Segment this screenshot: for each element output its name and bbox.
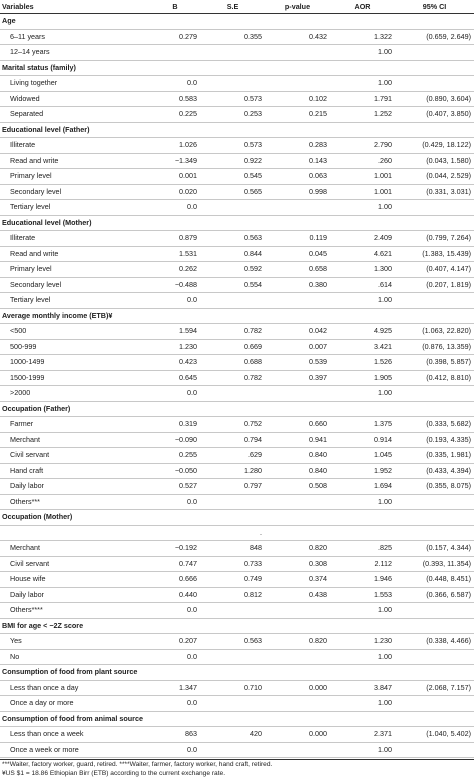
table-row (0, 649, 474, 665)
se-cell: 0.812 (200, 587, 265, 603)
table-row (0, 277, 474, 293)
ci-cell: (0.407, 4.147) (395, 262, 474, 278)
aor-cell: 1.553 (330, 587, 395, 603)
table-row (0, 246, 474, 262)
ci-cell (395, 742, 474, 758)
se-cell: 0.669 (200, 339, 265, 355)
row-label: Read and write (0, 153, 150, 169)
section-header (0, 308, 474, 324)
b-cell: 0.440 (150, 587, 200, 603)
ci-cell: (0.207, 1.819) (395, 277, 474, 293)
p-value-cell: 0.941 (265, 432, 330, 448)
aor-cell: .260 (330, 153, 395, 169)
row-label: No (0, 649, 150, 665)
b-cell (150, 45, 200, 61)
ci-cell: (0.429, 18.122) (395, 138, 474, 154)
p-value-cell (265, 696, 330, 712)
section-header (0, 618, 474, 634)
p-value-cell (265, 45, 330, 61)
b-cell: 1.347 (150, 680, 200, 696)
table-row (0, 742, 474, 758)
ci-cell: (0.407, 3.850) (395, 107, 474, 123)
ci-cell: (1.383, 15.439) (395, 246, 474, 262)
b-cell: 0.879 (150, 231, 200, 247)
aor-cell: 1.00 (330, 696, 395, 712)
b-cell: 0.666 (150, 572, 200, 588)
p-value-cell: 0.143 (265, 153, 330, 169)
table-header (0, 0, 474, 14)
p-value-cell: 0.998 (265, 184, 330, 200)
table-row (0, 262, 474, 278)
p-value-cell: 0.380 (265, 277, 330, 293)
p-value-cell: 0.508 (265, 479, 330, 495)
footnote-exchange-rate: ¥US $1 = 18.86 Ethiopian Birr (ETB) according to the current exchange rate. (2, 770, 226, 777)
p-value-cell (265, 603, 330, 619)
se-cell: 0.565 (200, 184, 265, 200)
row-label: Farmer (0, 417, 150, 433)
se-cell: 0.554 (200, 277, 265, 293)
aor-cell: 1.791 (330, 91, 395, 107)
se-cell: 0.355 (200, 29, 265, 45)
table-row (0, 29, 474, 45)
aor-cell: 3.847 (330, 680, 395, 696)
se-cell: 420 (200, 727, 265, 743)
aor-cell: 1.00 (330, 649, 395, 665)
aor-cell: 1.694 (330, 479, 395, 495)
se-cell: 0.749 (200, 572, 265, 588)
aor-cell: .825 (330, 541, 395, 557)
se-cell (200, 386, 265, 402)
b-cell: 0.0 (150, 293, 200, 309)
row-label (0, 525, 150, 541)
b-cell: 0.0 (150, 696, 200, 712)
ci-cell: (0.355, 8.075) (395, 479, 474, 495)
ci-cell (395, 200, 474, 216)
row-label: Primary level (0, 262, 150, 278)
ci-cell: (0.366, 6.587) (395, 587, 474, 603)
table-row (0, 45, 474, 61)
aor-cell: 4.621 (330, 246, 395, 262)
b-cell: 0.225 (150, 107, 200, 123)
section-header (0, 14, 474, 30)
se-cell (200, 76, 265, 92)
table-row (0, 448, 474, 464)
table-row (0, 634, 474, 650)
aor-cell: 1.905 (330, 370, 395, 386)
b-cell: 0.262 (150, 262, 200, 278)
section-header (0, 510, 474, 526)
row-label: Merchant (0, 541, 150, 557)
ci-cell (395, 696, 474, 712)
se-cell: 0.844 (200, 246, 265, 262)
aor-cell: 4.925 (330, 324, 395, 340)
ci-cell: (1.040, 5.402) (395, 727, 474, 743)
p-value-cell (265, 293, 330, 309)
b-cell: 0.255 (150, 448, 200, 464)
aor-cell: 1.00 (330, 603, 395, 619)
b-cell: −0.192 (150, 541, 200, 557)
se-cell (200, 293, 265, 309)
table-row (0, 370, 474, 386)
aor-cell: 1.946 (330, 572, 395, 588)
table-row (0, 184, 474, 200)
row-label: Read and write (0, 246, 150, 262)
table-row (0, 603, 474, 619)
b-cell: −0.090 (150, 432, 200, 448)
se-cell (200, 649, 265, 665)
table-body (0, 14, 474, 758)
table-row (0, 572, 474, 588)
table-row (0, 680, 474, 696)
b-cell: 0.747 (150, 556, 200, 572)
se-cell: 0.688 (200, 355, 265, 371)
aor-cell: 2.790 (330, 138, 395, 154)
se-cell: 0.563 (200, 231, 265, 247)
ci-cell: (0.193, 4.335) (395, 432, 474, 448)
ci-cell: (0.412, 8.810) (395, 370, 474, 386)
table-row (0, 463, 474, 479)
aor-cell: .614 (330, 277, 395, 293)
p-value-cell (265, 494, 330, 510)
table-row (0, 231, 474, 247)
p-value-cell: 0.283 (265, 138, 330, 154)
se-cell: 0.922 (200, 153, 265, 169)
row-label: 500-999 (0, 339, 150, 355)
aor-cell: 1.322 (330, 29, 395, 45)
aor-cell (330, 525, 395, 541)
table-row (0, 727, 474, 743)
section-title: Average monthly income (ETB)¥ (0, 308, 474, 324)
section-title: Consumption of food from animal source (0, 711, 474, 727)
p-value-cell (265, 76, 330, 92)
row-label: Once a day or more (0, 696, 150, 712)
section-title: Occupation (Mother) (0, 510, 474, 526)
row-label: >2000 (0, 386, 150, 402)
p-value-cell: 0.000 (265, 680, 330, 696)
b-cell: 0.001 (150, 169, 200, 185)
se-cell: 0.797 (200, 479, 265, 495)
ci-cell: (2.068, 7.157) (395, 680, 474, 696)
ci-cell (395, 525, 474, 541)
ci-cell: (0.876, 13.359) (395, 339, 474, 355)
ci-cell: (0.890, 3.604) (395, 91, 474, 107)
ci-cell: (0.393, 11.354) (395, 556, 474, 572)
p-value-cell: 0.658 (265, 262, 330, 278)
ci-cell (395, 45, 474, 61)
aor-cell: 1.252 (330, 107, 395, 123)
section-title: Consumption of food from plant source (0, 665, 474, 681)
table-row (0, 153, 474, 169)
row-label: Primary level (0, 169, 150, 185)
row-label: Living together (0, 76, 150, 92)
row-label: Less than once a week (0, 727, 150, 743)
ci-cell (395, 386, 474, 402)
b-cell: 0.020 (150, 184, 200, 200)
row-label: Civil servant (0, 448, 150, 464)
p-value-cell (265, 200, 330, 216)
se-cell: 0.545 (200, 169, 265, 185)
se-cell (200, 742, 265, 758)
aor-cell: 3.421 (330, 339, 395, 355)
table-row (0, 76, 474, 92)
b-cell: 0.0 (150, 649, 200, 665)
row-label: House wife (0, 572, 150, 588)
p-value-cell (265, 525, 330, 541)
row-label: Separated (0, 107, 150, 123)
row-label: Daily labor (0, 587, 150, 603)
ci-cell: (0.398, 5.857) (395, 355, 474, 371)
b-cell: 0.423 (150, 355, 200, 371)
p-value-cell: 0.397 (265, 370, 330, 386)
se-cell (200, 494, 265, 510)
ci-cell (395, 603, 474, 619)
section-header (0, 122, 474, 138)
se-cell: 0.563 (200, 634, 265, 650)
ci-cell: (0.799, 7.264) (395, 231, 474, 247)
table-row (0, 556, 474, 572)
b-cell: 0.645 (150, 370, 200, 386)
row-label: Tertiary level (0, 200, 150, 216)
p-value-cell: 0.840 (265, 448, 330, 464)
table-row (0, 355, 474, 371)
section-title: Occupation (Father) (0, 401, 474, 417)
ci-cell: (0.043, 1.580) (395, 153, 474, 169)
ci-cell: (0.448, 8.451) (395, 572, 474, 588)
header-variables: Variables (0, 0, 150, 14)
footnote-occupation: ***Waiter, factory worker, guard, retired. ****Waiter, farmer, factory worker, hand craft, retired. (2, 761, 273, 768)
p-value-cell (265, 386, 330, 402)
ci-cell (395, 76, 474, 92)
b-cell: 0.0 (150, 76, 200, 92)
p-value-cell: 0.063 (265, 169, 330, 185)
aor-cell: 1.526 (330, 355, 395, 371)
aor-cell: 1.00 (330, 386, 395, 402)
p-value-cell: 0.432 (265, 29, 330, 45)
p-value-cell: 0.042 (265, 324, 330, 340)
b-cell: 0.0 (150, 603, 200, 619)
se-cell (200, 200, 265, 216)
b-cell (150, 525, 200, 541)
table-row (0, 91, 474, 107)
row-label: Merchant (0, 432, 150, 448)
table-row (0, 200, 474, 216)
section-header (0, 665, 474, 681)
aor-cell: 1.230 (330, 634, 395, 650)
header-p-value: p-value (265, 0, 330, 14)
b-cell: 1.026 (150, 138, 200, 154)
header-ci: 95% CI (395, 0, 474, 14)
ci-cell: (0.338, 4.466) (395, 634, 474, 650)
aor-cell: 1.375 (330, 417, 395, 433)
table-row (0, 339, 474, 355)
b-cell: 0.527 (150, 479, 200, 495)
row-label: <500 (0, 324, 150, 340)
ci-cell: (0.333, 5.682) (395, 417, 474, 433)
row-label: Illiterate (0, 138, 150, 154)
aor-cell: 1.001 (330, 169, 395, 185)
aor-cell: 1.00 (330, 494, 395, 510)
row-label: Secondary level (0, 277, 150, 293)
table-row (0, 696, 474, 712)
se-cell: 0.592 (200, 262, 265, 278)
table-row (0, 169, 474, 185)
row-label: Once a week or more (0, 742, 150, 758)
section-header (0, 215, 474, 231)
p-value-cell: 0.007 (265, 339, 330, 355)
aor-cell: 2.112 (330, 556, 395, 572)
b-cell: 0.0 (150, 200, 200, 216)
b-cell: 1.230 (150, 339, 200, 355)
se-cell: 1.280 (200, 463, 265, 479)
aor-cell: 1.300 (330, 262, 395, 278)
row-label: Others*** (0, 494, 150, 510)
row-label: Daily labor (0, 479, 150, 495)
p-value-cell: 0.660 (265, 417, 330, 433)
header-se: S.E (200, 0, 265, 14)
se-cell (200, 45, 265, 61)
aor-cell: 1.00 (330, 200, 395, 216)
ci-cell (395, 293, 474, 309)
table-row (0, 494, 474, 510)
se-cell: 0.752 (200, 417, 265, 433)
table-row (0, 386, 474, 402)
row-label: Others**** (0, 603, 150, 619)
p-value-cell: 0.308 (265, 556, 330, 572)
p-value-cell: 0.438 (265, 587, 330, 603)
table-row (0, 479, 474, 495)
b-cell: 0.0 (150, 742, 200, 758)
ci-cell: (0.659, 2.649) (395, 29, 474, 45)
aor-cell: 1.045 (330, 448, 395, 464)
aor-cell: 1.00 (330, 293, 395, 309)
section-title: Educational level (Mother) (0, 215, 474, 231)
table-row (0, 107, 474, 123)
p-value-cell (265, 742, 330, 758)
aor-cell: 1.00 (330, 76, 395, 92)
ci-cell: (1.063, 22.820) (395, 324, 474, 340)
ci-cell: (0.157, 4.344) (395, 541, 474, 557)
row-label: 1500-1999 (0, 370, 150, 386)
row-label: Widowed (0, 91, 150, 107)
b-cell: 1.531 (150, 246, 200, 262)
aor-cell: 0.914 (330, 432, 395, 448)
b-cell: 0.207 (150, 634, 200, 650)
ci-cell: (0.331, 3.031) (395, 184, 474, 200)
ci-cell (395, 649, 474, 665)
p-value-cell: 0.539 (265, 355, 330, 371)
se-cell: 0.782 (200, 324, 265, 340)
header-aor: AOR (330, 0, 395, 14)
se-cell: 0.253 (200, 107, 265, 123)
p-value-cell: 0.119 (265, 231, 330, 247)
table-row (0, 541, 474, 557)
se-cell: 0.782 (200, 370, 265, 386)
se-cell (200, 696, 265, 712)
table-row (0, 417, 474, 433)
p-value-cell: 0.045 (265, 246, 330, 262)
section-title: BMI for age < −2Z score (0, 618, 474, 634)
b-cell: 0.0 (150, 494, 200, 510)
aor-cell: 1.001 (330, 184, 395, 200)
table-row (0, 293, 474, 309)
section-title: Age (0, 14, 474, 30)
row-label: 1000-1499 (0, 355, 150, 371)
row-label: Civil servant (0, 556, 150, 572)
ci-cell: (0.433, 4.394) (395, 463, 474, 479)
header-b: B (150, 0, 200, 14)
p-value-cell: 0.215 (265, 107, 330, 123)
p-value-cell: 0.102 (265, 91, 330, 107)
b-cell: 863 (150, 727, 200, 743)
se-cell: 848 (200, 541, 265, 557)
table-row (0, 138, 474, 154)
b-cell: −0.488 (150, 277, 200, 293)
b-cell: 1.594 (150, 324, 200, 340)
se-cell (200, 603, 265, 619)
section-title: Marital status (family) (0, 60, 474, 76)
table-row (0, 432, 474, 448)
aor-cell: 1.952 (330, 463, 395, 479)
se-cell: 0.573 (200, 91, 265, 107)
aor-cell: 1.00 (330, 45, 395, 61)
row-label: Yes (0, 634, 150, 650)
se-cell: 0.733 (200, 556, 265, 572)
b-cell: 0.0 (150, 386, 200, 402)
b-cell: 0.279 (150, 29, 200, 45)
se-cell: 0.710 (200, 680, 265, 696)
section-header (0, 711, 474, 727)
p-value-cell: 0.000 (265, 727, 330, 743)
ci-cell (395, 494, 474, 510)
section-title: Educational level (Father) (0, 122, 474, 138)
p-value-cell: 0.840 (265, 463, 330, 479)
aor-cell: 1.00 (330, 742, 395, 758)
p-value-cell (265, 649, 330, 665)
se-cell: 0.794 (200, 432, 265, 448)
section-header (0, 60, 474, 76)
ci-cell: (0.335, 1.981) (395, 448, 474, 464)
b-cell: 0.583 (150, 91, 200, 107)
aor-cell: 2.371 (330, 727, 395, 743)
p-value-cell: 0.820 (265, 541, 330, 557)
section-header (0, 401, 474, 417)
se-cell: . (200, 525, 265, 541)
row-label: Less than once a day (0, 680, 150, 696)
row-label: Hand craft (0, 463, 150, 479)
p-value-cell: 0.820 (265, 634, 330, 650)
table-row (0, 587, 474, 603)
p-value-cell: 0.374 (265, 572, 330, 588)
row-label: Illiterate (0, 231, 150, 247)
row-label: 12–14 years (0, 45, 150, 61)
row-label: Tertiary level (0, 293, 150, 309)
se-cell: .629 (200, 448, 265, 464)
aor-cell: 2.409 (330, 231, 395, 247)
se-cell: 0.573 (200, 138, 265, 154)
ci-cell: (0.044, 2.529) (395, 169, 474, 185)
table-row (0, 324, 474, 340)
b-cell: −0.050 (150, 463, 200, 479)
row-label: 6–11 years (0, 29, 150, 45)
row-label: Secondary level (0, 184, 150, 200)
b-cell: −1.349 (150, 153, 200, 169)
table-row (0, 525, 474, 541)
b-cell: 0.319 (150, 417, 200, 433)
